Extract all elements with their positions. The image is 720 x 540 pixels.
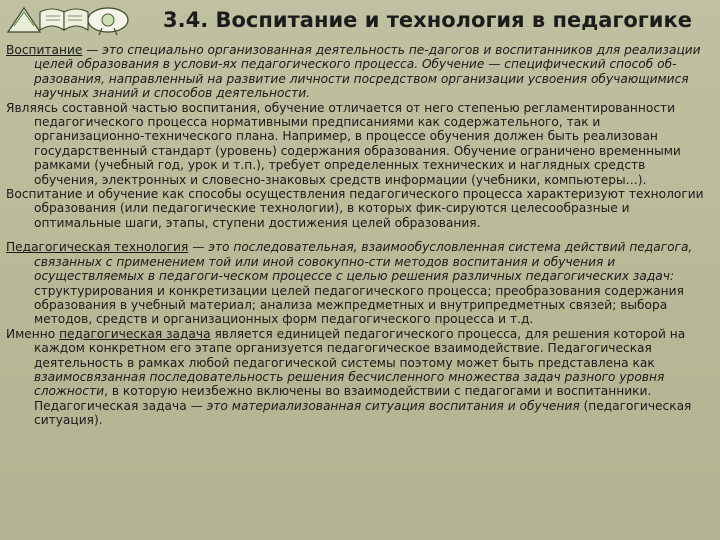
- page-title: 3.4. Воспитание и технология в педагогике: [163, 8, 692, 32]
- paragraph-text-segment: Именно: [6, 326, 60, 341]
- paragraph-1: [6, 43, 710, 101]
- paragraph-text-segment: структурирования и конкретизации целей педагогического процесса; преобразования содержания образования в учебный материал; анализа межпредметных и внутрипредметных связей; выбора методов, средств и организационных форм педагогического процесса и т.д.: [34, 283, 684, 327]
- paragraph-text-segment: Воспитание и обучение как способы осуществления педагогического процесса характеризуют технологии образования (или педагогические технологии), в которых фик-сируются целесообразные и оптимальные шаги, этапы, ступени достижения целей образования.: [6, 187, 704, 230]
- paragraph-text-segment: Являясь составной частью воспитания, обучение отличается от него степенью регламентированности педагогического процесса нормативными предписаниями как содержательного, так и организационно-технического плана. Например, в процессе обучения должен быть реализован государственный стандарт (уровень) содержания образования. Обучение ограничено временными рамками (учебный год, урок и т.п.), требует определенных технических и наглядных средств обучения, электронных и словесно-знаковых средств информации (учебники, компьютеры…).: [6, 100, 681, 187]
- paragraph-text-segment: Педагогическая технология: [6, 240, 189, 255]
- slide-header: [0, 0, 720, 44]
- paragraph-text-segment: (педагогическая ситуация).: [34, 398, 692, 428]
- paragraph-3: [6, 187, 710, 230]
- paragraph-text-segment: , в которую неизбежно включены во взаимодействии с педагогами и воспитанники. Педагогическая задача —: [34, 384, 652, 413]
- paragraph-text-segment: это материализованная ситуация воспитания и обучения: [206, 398, 580, 413]
- paragraph-text-segment: — это специально организованная деятельность пе-дагогов и воспитанников для реализации целей образования в услови-ях педагогического процесса. Обучение — специфический способ об-разования, направленный на развитие личности посредством организации усвоения обучающимися научных знаний и способов деятельности.: [34, 43, 701, 101]
- paragraph-text-segment: является единицей педагогического процесса, для решения которой на каждом конкретном его этапе организуется педагогическое взаимодействие. Педагогическая деятельность в рамках любой педагогической системы поэтому может быть представлена как: [34, 326, 686, 370]
- paragraph-text-segment: Воспитание: [6, 43, 83, 57]
- paragraph-2: [6, 101, 710, 187]
- paragraph-4: [6, 240, 710, 326]
- education-logo-icon: [4, 2, 132, 38]
- paragraph-5: [6, 327, 710, 428]
- paragraph-text-segment: — это последовательная, взаимообусловленная система действий педагога, связанных с применением той или иной совокупно-сти методов воспитания и обучения и осуществляемых в педагоги-ческом процессе с целью решения различных педагогических задач:: [34, 240, 693, 284]
- paragraph-text-segment: педагогическая задача: [59, 326, 211, 341]
- paragraph-text-segment: взаимосвязанная последовательность решения бесчисленного множества задач разного уровня сложности: [34, 369, 665, 399]
- slide-body: [6, 43, 710, 428]
